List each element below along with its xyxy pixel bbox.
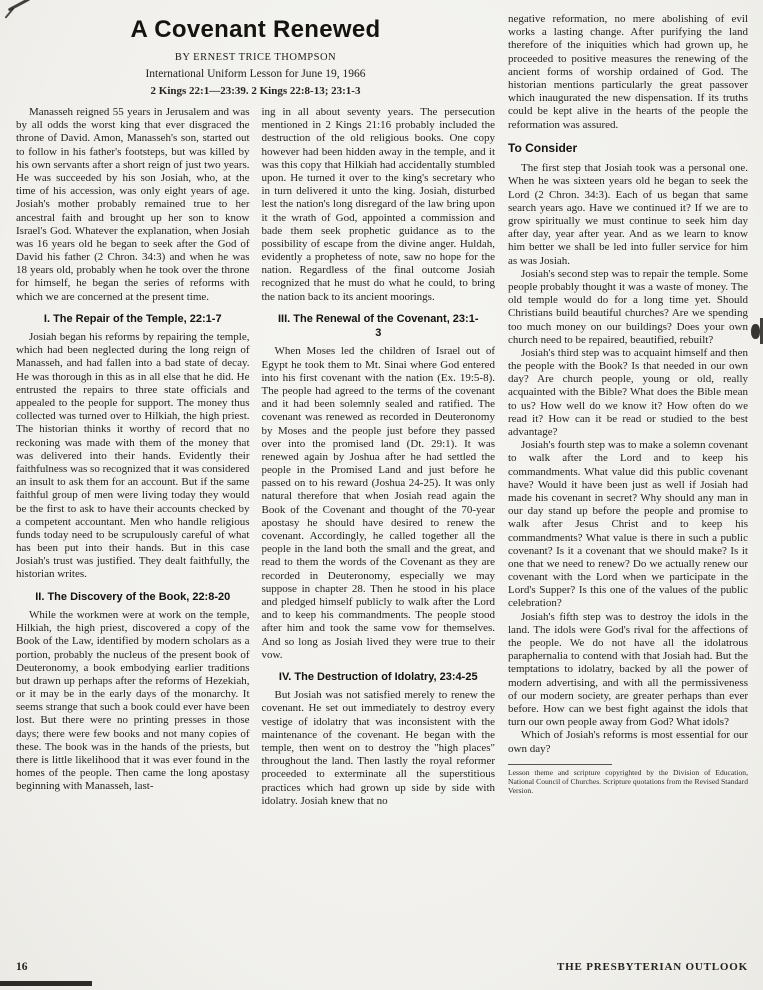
column-3 xyxy=(508,13,748,808)
paragraph: The first step that Josiah took was a personal one. When he was sixteen years old he began to seek the Lord (2 Chron. 34:3). Each of us began that same search years ago. Have we continued it? If we are to grow spiritually we must continue to seek him day after day, year after year. And as we learn to know him better we shall be led into fuller service for him as was Josiah. xyxy=(508,162,748,267)
column-1 xyxy=(16,106,250,808)
scripture-reference: 2 Kings 22:1—23:39. 2 Kings 22:8-13; 23:1-3 xyxy=(150,85,361,97)
article-header xyxy=(16,13,495,106)
paragraph: Josiah's fourth step was to make a solemn covenant to walk after the Lord and to keep his commandments. What value did this public covenant have? Would it have been just as well if Josiah had made his covenant in secret? Why should any man in our day stand up before the people and promise to walk after Jesus Christ and to keep his commandments? What value is there in such a public covenant? Is it a covenant that we should make? Is it one that we need to renew? Do we actually renew our covenant with the Lord when we participate in the Lord's Supper? Is this one of the values of the public celebration? xyxy=(508,439,748,610)
paragraph: Which of Josiah's reforms is most essential for our own day? xyxy=(508,729,748,755)
journal-name: THE PRESBYTERIAN OUTLOOK xyxy=(557,961,748,973)
paragraph: Josiah began his reforms by repairing the temple, which had been neglected during the long reign of Manasseh, and had fallen into a bad state of decay. He was thorough in this as in all else that he did. He entrusted the repairs to three state officials and appealed to the people for support. The money thus collected was turned over to Hilkiah, the high priest. The historian thinks it worthy of record that no reckoning was made with them of the money that was delivered into their hands. Evidently their faithfulness was so recognized that it was considered an insult to ask them for an account. But if the same faithful group of men were living today they would be the first to ask to have their accounts checked by a competent accountant. Men who handle religious funds today need to be scrupulously careful of what has been put into their hands. But in this case Josiah's trust was justified. They dealt faithfully, the historian writes. xyxy=(16,331,250,581)
section-heading-2: II. The Discovery of the Book, 22:8-20 xyxy=(35,590,231,603)
column-2 xyxy=(262,106,496,808)
lesson-line: International Uniform Lesson for June 19, 1966 xyxy=(145,68,366,80)
scan-artifact-bottom-left xyxy=(0,981,92,986)
section-heading-1: I. The Repair of the Temple, 22:1-7 xyxy=(43,312,222,325)
paragraph: When Moses led the children of Israel out of Egypt he took them to Mt. Sinai where God entered into his first covenant with the nation (Ex. 19:5-8). The people had agreed to the terms of the covenant and it had been solemnly sealed and ratified. The covenant was renewed as recorded in Deuteronomy by Moses and the people just before they passed over into the promised land (Dt. 29:1). It was renewed again by Joshua after he had settled the people in the Promised Land and just before he passed on to his reward (Joshua 24-25). It was only natural therefore that when Josiah read again the Book of the Covenant and thought of the 70-year apostasy he should have desired to renew the covenant. Accordingly, he called together all the people in the land both the small and the great, and read to them the words of the Covenant as they are recorded in Deuteronomy, especially we may suppose in chapter 28. Then he stood in his place and pledged himself publicly to walk after the Lord and to keep his commandments. The people stood after him and took the same vow for themselves. And so long as Josiah lived they were true to their vow. xyxy=(261,345,495,661)
paragraph: Manasseh reigned 55 years in Jerusalem and was by all odds the worst king that ever disgraced the throne of David. Amon, Manasseh's son, started out to follow in his father's footsteps, but was killed by his own servants after a short reign of just two years. He was succeeded by his son Josiah, who, at the time of his accession, was only eight years of age. Josiah's mother probably remained true to her ancestral faith and brought up her son to know Israel's God. Whatever the explanation, when Josiah was 16 years old he began to seek after the God of David his father (2 Chron. 34:3) and when he was 18 years old, probably when he took over the throne for himself, he began the series of reforms with which we are concerned at the present time. xyxy=(16,106,250,303)
paragraph: ing in all about seventy years. The persecution mentioned in 2 Kings 21:16 probably included the destruction of the old religious books. One copy however had been hidden away in the temple, and it was this copy that Hilkiah had accidentally stumbled upon. He turned it over to the king's secretary who in turn delivered it unto the king. Josiah, disturbed lest the nation's long disregard of the law bring upon it the wrath of God, appointed a commission and bade them seek prophetic guidance as to the possibility of escape from the divine anger. Huldah, evidently a prophetess of note, saw no hope for the nation. Regardless of the final outcome Josiah recognized that he must do what he could, to bring the nation back to its ancient moorings. xyxy=(261,106,495,303)
page-footer xyxy=(16,961,748,973)
paragraph: Josiah's fifth step was to destroy the idols in the land. The idols were God's rival for the affections of the people. We do not have all the idolatrous paraphernalia to contend with that Josiah had. But the temptations to idolatry, backed by all the power of modern advertising, and with all the permissiveness of our modern society, are greater perhaps than ever before. How can we best fight against the idols that turn our own people away from God? What idols? xyxy=(508,610,748,729)
byline: BY ERNEST TRICE THOMPSON xyxy=(174,52,337,63)
section-heading-4: IV. The Destruction of Idolatry, 23:4-25 xyxy=(278,670,478,683)
copyright-notice: Lesson theme and scripture copyrighted by the Division of Education, National Council of Churches. Scripture quotations from the Revised Standard Version. xyxy=(508,767,748,795)
two-column-body xyxy=(16,106,495,808)
to-consider-heading: To Consider xyxy=(508,140,578,155)
article-title: A Covenant Renewed xyxy=(130,16,381,43)
paragraph: Josiah's third step was to acquaint himself and then the people with the Book? Is that needed in our own day? Are church people, young or old, really acquainted with the Bible? What does the Bible mean to us? How well do we know it? How often do we read it? How can it be read or studied to the best advantage? xyxy=(508,346,748,439)
paragraph: negative reformation, no mere abolishing of evil works a lasting change. After purifying the land therefore of the iniquities which had grown up, he proceeded to positive measures the renewing of the ancient forms of worship ordained of God. The historian mentions particularly the great passover which inaugurated the new dispensation. If its truths could be kept alive in the hearts of the people the reformation was assured. xyxy=(508,13,748,131)
page-number: 16 xyxy=(16,961,28,973)
notice-divider xyxy=(508,764,612,765)
section-heading-3: III. The Renewal of the Covenant, 23:1-3 xyxy=(278,312,479,340)
paragraph: But Josiah was not satisfied merely to renew the covenant. He set out immediately to destroy every vestige of idolatry that was inconsistent with the maintenance of the covenant. He began with the temple, then went on to destroy the "high places" throughout the land. Then lastly the royal reformer proceeded to exterminate all the superstitious practices which had grown up side by side with idolatry. Josiah knew that no xyxy=(261,689,495,807)
left-two-column-area xyxy=(16,13,495,808)
paragraph: Josiah's second step was to repair the temple. Some people probably thought it was a waste of money. The old temple would do for a long time yet. Should Christians build beautiful churches? Are we spending too much money on our buildings? Does your own church need to be repaired, beautified, rebuilt? xyxy=(508,267,748,346)
paragraph: While the workmen were at work on the temple, Hilkiah, the high priest, discovered a copy of the Book of the Law, identified by modern scholars as a portion, probably the nucleus of the present book of Deuteronomy, a book embodying earlier traditions but drawn up perhaps after the reforms of Hezekiah, or it may be in the early days of the monarchy. It seems strange that such a book could ever have been lost. But there were no printing presses in those days; there were few books and not many copies of these. The book was in the hands of the priests, but there is little likelihood that it was ever found in the homes of the people. Then came the long apostasy beginning with Manasseh, last- xyxy=(16,608,250,793)
copyright-notice-block xyxy=(508,764,748,795)
